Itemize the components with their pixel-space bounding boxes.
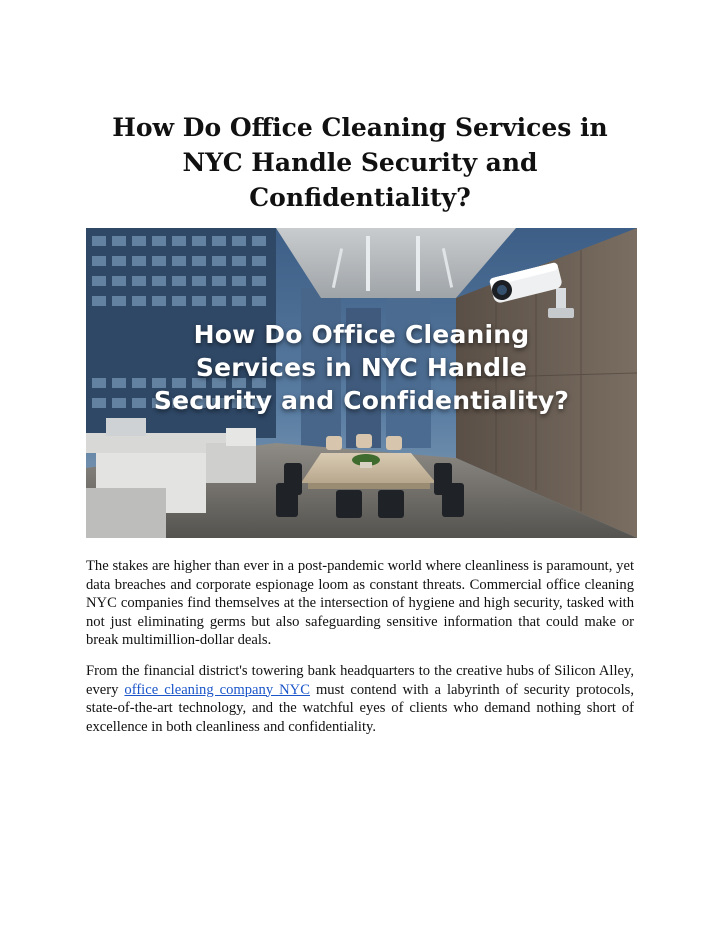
paragraph-text-before-link: From the financial district's towering bank headquarters to the creative hubs of Silicon Alley, every [86,663,634,698]
hero-image [86,228,637,538]
hero-overlay-line: Security and Confidentiality? [153,386,570,415]
intro-paragraph: The stakes are higher than ever in a post-pandemic world where cleanliness is paramount, yet data breaches and corporate espionage loom as constant threats. Commercial office cleaning NYC companies find themselves at the intersection of hygiene and high security, tasked with not just eliminating germs but also safeguarding sensitive information that could make or break multimillion-dollar deals. [86,558,634,648]
page-title: How Do Office Cleaning Services in NYC Handle Security and Confidentiality? [112,113,608,212]
second-paragraph [86,662,634,736]
hero-overlay-line: How Do Office Cleaning [193,320,530,349]
office-cleaning-company-link[interactable]: office cleaning company NYC [124,681,310,698]
paragraph-text-after-link: must contend with a labyrinth of security protocols, state-of-the-art technology, and the watchful eyes of clients who demand nothing short of excellence in both cleanliness and confidentiality. [86,681,635,735]
hero-overlay-text [86,318,637,417]
hero-overlay-line: Services in NYC Handle [195,353,528,382]
